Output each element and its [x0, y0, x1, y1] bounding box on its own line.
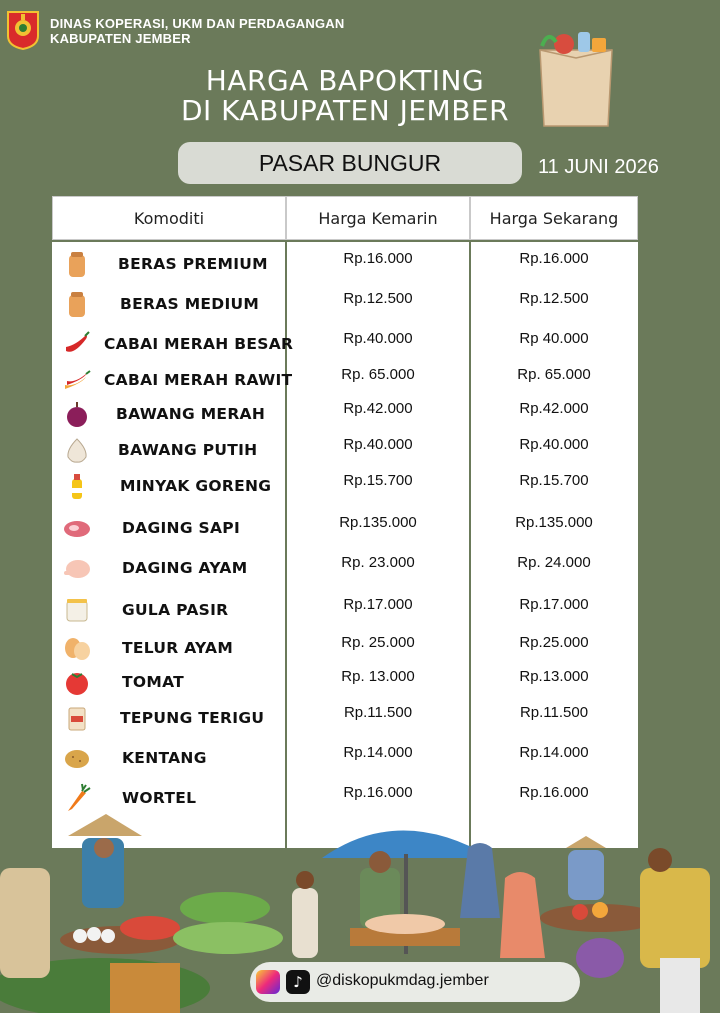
table-row — [52, 432, 638, 468]
report-date: 11 JUNI 2026 — [538, 156, 659, 178]
sugar-icon — [62, 595, 92, 625]
price-today: Rp. 24.000 — [517, 554, 591, 571]
commodity-name: BERAS PREMIUM — [118, 255, 268, 273]
price-today: Rp.135.000 — [515, 514, 593, 531]
price-today: Rp.40.000 — [519, 436, 589, 453]
page-title — [150, 66, 540, 126]
price-yesterday: Rp. 65.000 — [341, 366, 415, 383]
tiktok-icon[interactable]: ♪ — [286, 970, 310, 994]
price-yesterday: Rp.16.000 — [343, 250, 413, 267]
price-yesterday: Rp.40.000 — [343, 330, 413, 347]
price-today: Rp.14.000 — [519, 744, 589, 761]
header-harga-kemarin: Harga Kemarin — [286, 196, 470, 240]
commodity-name: CABAI MERAH BESAR — [104, 335, 294, 353]
commodity-name: TEPUNG TERIGU — [120, 709, 265, 727]
table-row — [52, 550, 638, 586]
table-row — [52, 592, 638, 628]
commodity-name: DAGING SAPI — [122, 519, 241, 537]
price-today: Rp.13.000 — [519, 668, 589, 685]
header-harga-sekarang: Harga Sekarang — [470, 196, 638, 240]
price-yesterday: Rp.14.000 — [343, 744, 413, 761]
table-row — [52, 700, 638, 736]
red-chili-icon — [62, 329, 92, 359]
commodity-name: WORTEL — [122, 789, 197, 807]
price-today: Rp.17.000 — [519, 596, 589, 613]
commodity-name: TOMAT — [122, 673, 185, 691]
title-line-2: DI KABUPATEN JEMBER — [180, 94, 510, 127]
table-row — [52, 664, 638, 700]
title-line-1: HARGA BAPOKTING — [205, 64, 485, 97]
price-yesterday: Rp. 13.000 — [341, 668, 415, 685]
potato-icon — [62, 743, 92, 773]
price-yesterday: Rp.16.000 — [343, 784, 413, 801]
org-line-1: DINAS KOPERASI, UKM DAN PERDAGANGAN — [50, 16, 345, 31]
price-today: Rp.42.000 — [519, 400, 589, 417]
price-yesterday: Rp.135.000 — [339, 514, 417, 531]
org-line-2: KABUPATEN JEMBER — [50, 31, 191, 46]
grocery-bag-icon — [534, 28, 618, 128]
organization-name — [50, 16, 344, 46]
table-row — [52, 362, 638, 398]
market-name: PASAR BUNGUR — [178, 142, 522, 184]
commodity-name: GULA PASIR — [122, 601, 229, 619]
rice-sack-icon — [62, 289, 92, 319]
table-row — [52, 510, 638, 546]
commodity-name: KENTANG — [122, 749, 207, 767]
price-yesterday: Rp.15.700 — [343, 472, 413, 489]
egg-icon — [62, 633, 92, 663]
table-row — [52, 286, 638, 322]
bird-chili-icon — [62, 365, 92, 395]
table-row — [52, 396, 638, 432]
table-row — [52, 740, 638, 776]
table-header — [52, 196, 638, 240]
header-komoditi: Komoditi — [52, 196, 286, 240]
shallot-icon — [62, 399, 92, 429]
social-handle[interactable]: @diskopukmdag.jember — [316, 972, 489, 989]
price-yesterday: Rp.17.000 — [343, 596, 413, 613]
jember-logo-icon — [6, 10, 40, 50]
social-bar — [250, 962, 580, 1002]
commodity-name: BERAS MEDIUM — [120, 295, 260, 313]
price-today: Rp.11.500 — [519, 704, 589, 721]
price-today: Rp 40.000 — [519, 330, 589, 347]
price-table — [52, 196, 638, 807]
table-row — [52, 630, 638, 666]
table-row — [52, 326, 638, 362]
commodity-name: CABAI MERAH RAWIT — [104, 371, 293, 389]
table-row — [52, 468, 638, 504]
price-today: Rp.25.000 — [519, 634, 589, 651]
price-today: Rp. 65.000 — [517, 366, 591, 383]
beef-icon — [62, 513, 92, 543]
price-today: Rp.15.700 — [519, 472, 589, 489]
table-row — [52, 246, 638, 282]
commodity-name: BAWANG MERAH — [116, 405, 266, 423]
price-yesterday: Rp.12.500 — [343, 290, 413, 307]
tomato-icon — [62, 667, 92, 697]
price-today: Rp.12.500 — [519, 290, 589, 307]
commodity-name: TELUR AYAM — [122, 639, 234, 657]
rice-sack-icon — [62, 249, 92, 279]
price-today: Rp.16.000 — [519, 250, 589, 267]
commodity-name: MINYAK GORENG — [120, 477, 272, 495]
garlic-icon — [62, 435, 92, 465]
instagram-icon[interactable] — [256, 970, 280, 994]
commodity-name: DAGING AYAM — [122, 559, 248, 577]
chicken-icon — [62, 553, 92, 583]
price-yesterday: Rp. 23.000 — [341, 554, 415, 571]
price-yesterday: Rp.11.500 — [343, 704, 413, 721]
price-yesterday: Rp.40.000 — [343, 436, 413, 453]
flour-icon — [62, 703, 92, 733]
commodity-name: BAWANG PUTIH — [118, 441, 258, 459]
price-yesterday: Rp.42.000 — [343, 400, 413, 417]
price-today: Rp.16.000 — [519, 784, 589, 801]
price-yesterday: Rp. 25.000 — [341, 634, 415, 651]
cooking-oil-icon — [62, 471, 92, 501]
